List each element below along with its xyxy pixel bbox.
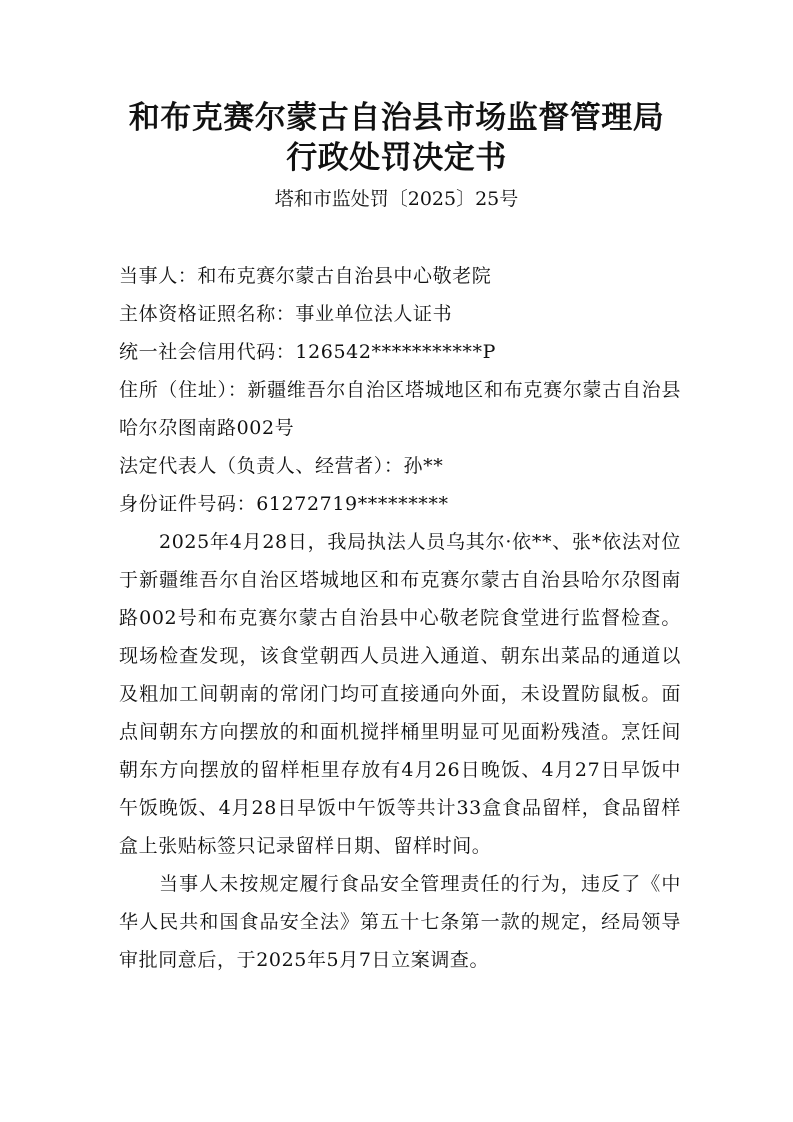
document-title-agency: 和布克赛尔蒙古自治县市场监督管理局 (128, 100, 665, 136)
party-address: 住所（住址）：新疆维吾尔自治区塔城地区和布克赛尔蒙古自治县哈尔尕图南路002号 (119, 379, 681, 439)
party-id-number: 身份证件号码：61272719********* (119, 493, 449, 515)
paragraph-violation: 当事人未按规定履行食品安全管理责任的行为，违反了《中华人民共和国食品安全法》第五十七条第一款的规定，经局领导审批同意后，于2025年5月7日立案调查。 (119, 873, 681, 971)
paragraph-inspection: 2025年4月28日，我局执法人员乌其尔·依**、张*依法对位于新疆维吾尔自治区塔城地区和布克赛尔蒙古自治县哈尔尕图南路002号和布克赛尔蒙古自治县中心敬老院食堂进行监督检查。现场检查发现，该食堂朝西人员进入通道、朝东出菜品的通道以及粗加工间朝南的常闭门均可直接通向外面，未设置防鼠板。面点间朝东方向摆放的和面机搅拌桶里明显可见面粉残渣。烹饪间朝东方向摆放的留样柜里存放有4月26日晚饭、4月27日早饭中午饭晚饭、4月28日早饭中午饭等共计33盒食品留样，食品留样盒上张贴标签只记录留样日期、留样时间。 (119, 531, 681, 857)
document-number: 塔和市监处罚〔2025〕25号 (274, 188, 519, 210)
document-title-type: 行政处罚决定书 (286, 140, 507, 176)
party-legal-representative: 法定代表人（负责人、经营者）：孙** (119, 455, 444, 477)
party-credit-code: 统一社会信用代码：126542***********P (119, 341, 497, 363)
document-body (119, 257, 681, 979)
party-name: 当事人：和布克赛尔蒙古自治县中心敬老院 (119, 265, 492, 287)
party-license-name: 主体资格证照名称：事业单位法人证书 (119, 303, 453, 325)
